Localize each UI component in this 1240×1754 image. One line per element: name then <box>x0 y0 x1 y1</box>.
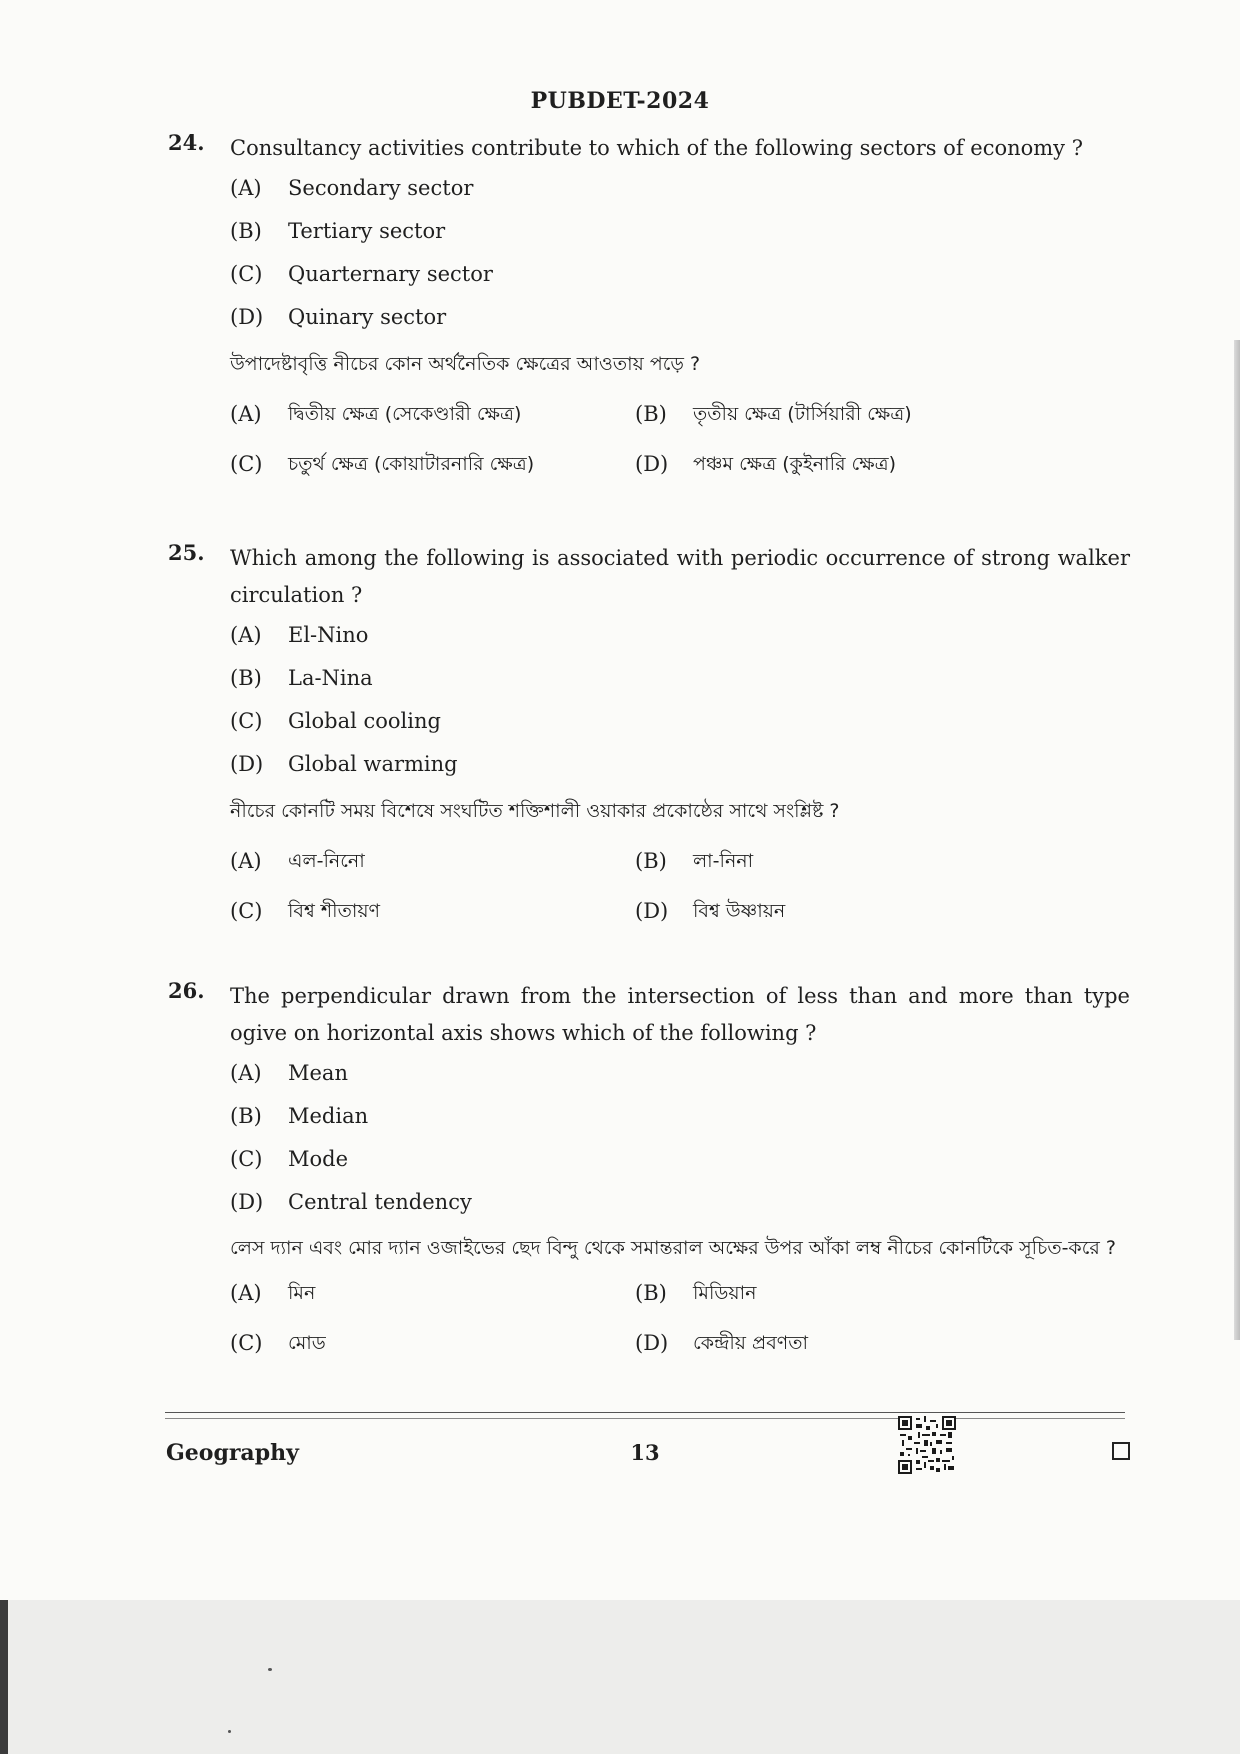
option-text: Central tendency <box>288 1190 472 1214</box>
options-row-bn <box>230 836 1130 886</box>
option-text: কেন্দ্রীয় প্রবণতা <box>693 1332 809 1354</box>
option-letter: (C) <box>230 262 263 286</box>
options-row-bn <box>230 1268 1130 1318</box>
option-text: মিডিয়ান <box>693 1282 757 1304</box>
question-number: 26. <box>168 978 205 1003</box>
question-24 <box>170 130 1130 489</box>
option-text: লা-নিনা <box>693 850 754 872</box>
scan-speck <box>268 1668 272 1671</box>
option-a-en <box>230 167 1130 210</box>
option-d-en <box>230 1181 1130 1224</box>
option-letter: (B) <box>635 1281 667 1305</box>
square-outline-icon <box>1112 1442 1130 1460</box>
question-number: 24. <box>168 130 205 155</box>
option-text: Median <box>288 1104 369 1128</box>
option-letter: (D) <box>230 305 264 329</box>
option-letter: (A) <box>230 849 262 873</box>
qr-code-icon <box>898 1416 956 1474</box>
footer-subject: Geography <box>166 1440 299 1466</box>
option-a-bn <box>230 836 635 886</box>
option-letter: (A) <box>230 1061 262 1085</box>
option-text: Global cooling <box>288 709 441 733</box>
option-a-bn <box>230 389 635 439</box>
scan-margin <box>0 1600 1240 1754</box>
option-c-bn <box>230 1318 635 1368</box>
option-letter: (A) <box>230 402 262 426</box>
option-letter: (C) <box>230 709 263 733</box>
option-letter: (A) <box>230 176 262 200</box>
page-number: 13 <box>630 1440 660 1465</box>
option-c-en <box>230 1138 1130 1181</box>
option-text: Tertiary sector <box>288 219 446 243</box>
option-letter: (B) <box>230 1104 262 1128</box>
option-text: Secondary sector <box>288 176 474 200</box>
option-letter: (B) <box>230 666 262 690</box>
scan-speck <box>228 1730 231 1733</box>
option-letter: (D) <box>635 899 669 923</box>
option-letter: (C) <box>230 452 263 476</box>
option-b-bn <box>635 836 1040 886</box>
option-letter: (A) <box>230 1281 262 1305</box>
option-letter: (D) <box>635 452 669 476</box>
option-text: বিশ্ব উষ্ণায়ন <box>693 900 786 922</box>
scan-edge-right <box>1234 340 1240 1340</box>
option-letter: (B) <box>635 849 667 873</box>
option-text: পঞ্চম ক্ষেত্র (কুইনারি ক্ষেত্র) <box>693 453 897 475</box>
option-c-bn <box>230 439 635 489</box>
option-text: বিশ্ব শীতায়ণ <box>288 900 381 922</box>
options-row-bn <box>230 886 1130 936</box>
question-number: 25. <box>168 540 205 565</box>
option-text: এল-নিনো <box>288 850 365 872</box>
option-b-en <box>230 210 1130 253</box>
question-text-bn: লেস দ্যান এবং মোর দ্যান ওজাইভের ছেদ বিন্দু থেকে সমান্তরাল অক্ষের উপর আঁকা লম্ব নীচের কোনটিকে সূচিত-করে ? <box>230 1237 1116 1259</box>
option-c-en <box>230 700 1130 743</box>
options-row-bn <box>230 439 1130 489</box>
option-letter: (D) <box>230 1190 264 1214</box>
option-text: Quarternary sector <box>288 262 493 286</box>
question-text: The perpendicular drawn from the intersection of less than and more than type ogive on horizontal axis shows which of the following ? <box>230 984 1130 1045</box>
question-text: Consultancy activities contribute to which of the following sectors of economy ? <box>230 136 1083 160</box>
option-letter: (B) <box>230 219 262 243</box>
option-a-bn <box>230 1268 635 1318</box>
question-26 <box>170 978 1130 1368</box>
option-text: চতুর্থ ক্ষেত্র (কোয়াটারনারি ক্ষেত্র) <box>288 453 535 475</box>
option-letter: (C) <box>230 899 263 923</box>
option-letter: (D) <box>635 1331 669 1355</box>
options-row-bn <box>230 389 1130 439</box>
option-d-bn <box>635 886 1040 936</box>
scan-edge-left <box>0 1600 8 1754</box>
option-a-en <box>230 1052 1130 1095</box>
option-text: Mean <box>288 1061 348 1085</box>
question-text-bn: নীচের কোনটি সময় বিশেষে সংঘটিত শক্তিশালী ওয়াকার প্রকোষ্ঠের সাথে সংশ্লিষ্ট ? <box>230 800 840 822</box>
option-d-bn <box>635 439 1040 489</box>
option-text: তৃতীয় ক্ষেত্র (টার্সিয়ারী ক্ষেত্র) <box>693 403 912 425</box>
option-text: La-Nina <box>288 666 373 690</box>
question-text: Which among the following is associated with periodic occurrence of strong walker circulation ? <box>230 546 1130 607</box>
exam-title: PUBDET-2024 <box>530 88 710 114</box>
option-d-bn <box>635 1318 1040 1368</box>
option-text: Global warming <box>288 752 458 776</box>
options-row-bn <box>230 1318 1130 1368</box>
option-text: দ্বিতীয় ক্ষেত্র (সেকেণ্ডারী ক্ষেত্র) <box>288 403 522 425</box>
footer-divider <box>165 1412 1125 1413</box>
option-c-bn <box>230 886 635 936</box>
option-d-en <box>230 296 1130 339</box>
option-a-en <box>230 614 1130 657</box>
option-letter: (B) <box>635 402 667 426</box>
option-text: Quinary sector <box>288 305 447 329</box>
option-letter: (D) <box>230 752 264 776</box>
option-b-en <box>230 1095 1130 1138</box>
option-c-en <box>230 253 1130 296</box>
option-letter: (C) <box>230 1331 263 1355</box>
option-b-bn <box>635 389 1040 439</box>
option-text: মোড <box>288 1332 326 1354</box>
option-text: El-Nino <box>288 623 369 647</box>
option-b-bn <box>635 1268 1040 1318</box>
option-d-en <box>230 743 1130 786</box>
option-text: মিন <box>288 1282 316 1304</box>
question-25 <box>170 540 1130 936</box>
option-letter: (C) <box>230 1147 263 1171</box>
option-b-en <box>230 657 1130 700</box>
question-text-bn: উপাদেষ্টাবৃত্তি নীচের কোন অর্থনৈতিক ক্ষেত্রের আওতায় পড়ে ? <box>230 353 701 375</box>
option-text: Mode <box>288 1147 349 1171</box>
option-letter: (A) <box>230 623 262 647</box>
footer-divider <box>165 1418 1125 1419</box>
